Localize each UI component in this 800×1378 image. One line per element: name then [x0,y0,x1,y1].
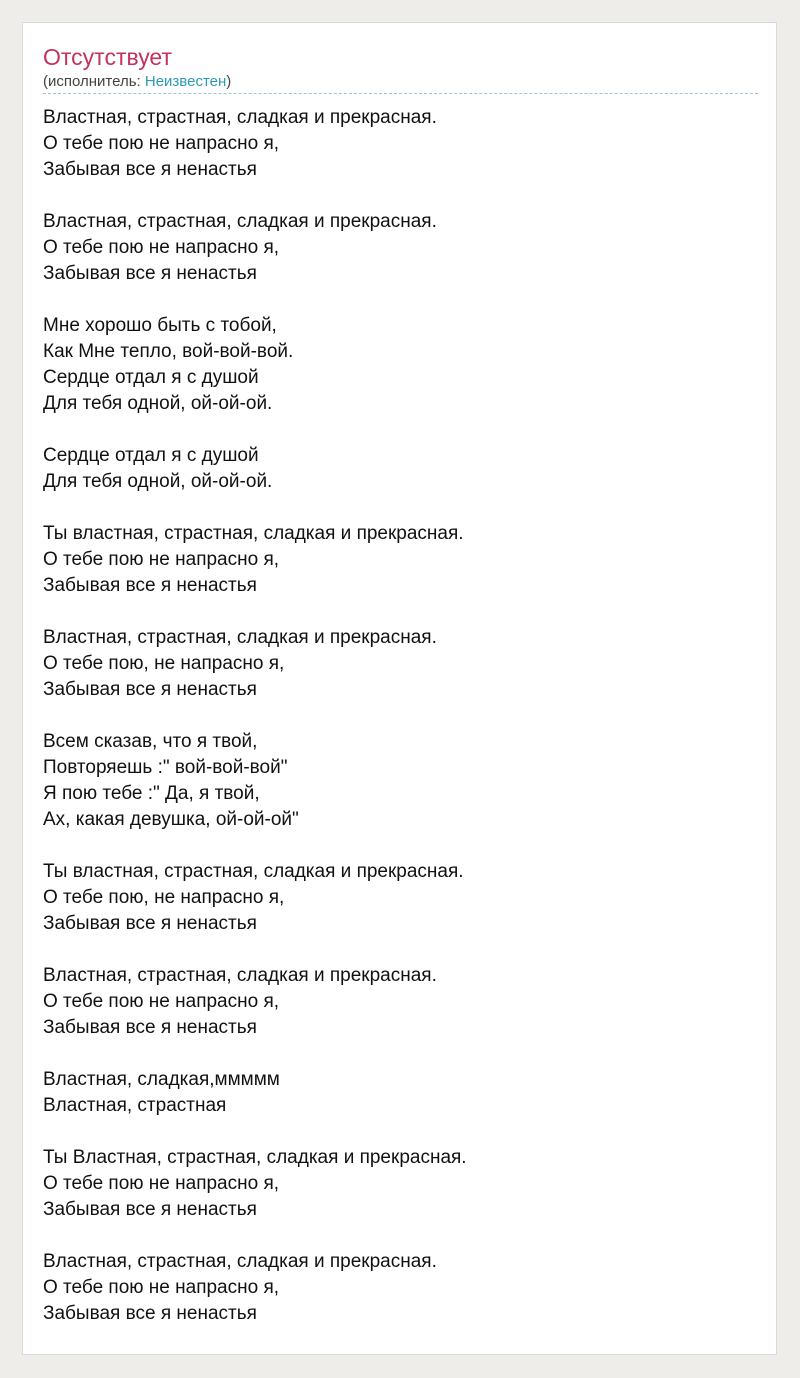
lyrics-line: Забывая все я ненастья [43,913,257,934]
lyrics-line: Всем сказав, что я твой, [43,731,258,752]
lyrics-line: О тебе пою, не напрасно я, [43,653,285,674]
lyrics-line: Забывая все я ненастья [43,1303,257,1324]
lyrics-line: Властная, страстная, сладкая и прекрасная. [43,107,437,128]
lyrics-line: Забывая все я ненастья [43,263,257,284]
lyrics-line: Ах, какая девушка, ой-ой-ой" [43,809,299,830]
lyrics-line: О тебе пою, не напрасно я, [43,887,285,908]
lyrics-stanza [43,859,758,937]
lyrics-line: О тебе пою не напрасно я, [43,237,280,258]
lyrics-stanza [43,443,758,495]
lyrics-line: Сердце отдал я с душой [43,367,259,388]
lyrics-line: Забывая все я ненастья [43,575,257,596]
performer-link[interactable]: Неизвестен [144,73,227,90]
lyrics-line: Забывая все я ненастья [43,159,257,180]
lyrics-stanza [43,625,758,703]
lyrics-line: Сердце отдал я с душой [43,445,259,466]
lyrics-line: Властная, страстная [43,1095,227,1116]
lyrics-line: Ты Властная, страстная, сладкая и прекрасная. [43,1147,467,1168]
lyrics-stanza [43,1249,758,1327]
lyrics-line: О тебе пою не напрасно я, [43,1277,280,1298]
lyrics-line: О тебе пою не напрасно я, [43,1173,280,1194]
lyrics-line: Ты властная, страстная, сладкая и прекрасная. [43,523,464,544]
lyrics-stanza [43,1067,758,1119]
lyrics-stanza [43,313,758,417]
lyrics-stanza [43,209,758,287]
lyrics-line: Властная, страстная, сладкая и прекрасная. [43,211,437,232]
lyrics-stanza [43,963,758,1041]
lyrics-line: Повторяешь :" вой-вой-вой" [43,757,288,778]
lyrics-line: Властная, страстная, сладкая и прекрасная. [43,1251,437,1272]
lyrics-line: О тебе пою не напрасно я, [43,133,280,154]
performer-suffix: ) [226,73,232,90]
lyrics-line: Забывая все я ненастья [43,1017,257,1038]
lyrics-line: Я пою тебе :" Да, я твой, [43,783,260,804]
lyrics-stanza [43,521,758,599]
lyrics-line: Властная, страстная, сладкая и прекрасная. [43,627,437,648]
lyrics-line: О тебе пою не напрасно я, [43,549,280,570]
performer-line [43,73,231,91]
song-title: Отсутствует [43,44,172,70]
dashed-divider [43,93,758,94]
lyrics-line: О тебе пою не напрасно я, [43,991,280,1012]
lyrics-stanza [43,105,758,183]
lyrics-line: Забывая все я ненастья [43,1199,257,1220]
lyrics-line: Властная, страстная, сладкая и прекрасная. [43,965,437,986]
lyrics-text [43,105,758,1353]
lyrics-stanza [43,729,758,833]
lyrics-line: Ты властная, страстная, сладкая и прекрасная. [43,861,464,882]
lyrics-line: Для тебя одной, ой-ой-ой. [43,471,273,492]
lyrics-card [22,22,777,1355]
lyrics-line: Для тебя одной, ой-ой-ой. [43,393,273,414]
lyrics-line: Как Мне тепло, вой-вой-вой. [43,341,294,362]
lyrics-line: Властная, сладкая,ммммм [43,1069,280,1090]
performer-prefix: (исполнитель: [43,73,145,90]
lyrics-line: Мне хорошо быть с тобой, [43,315,277,336]
lyrics-line: Забывая все я ненастья [43,679,257,700]
lyrics-stanza [43,1145,758,1223]
